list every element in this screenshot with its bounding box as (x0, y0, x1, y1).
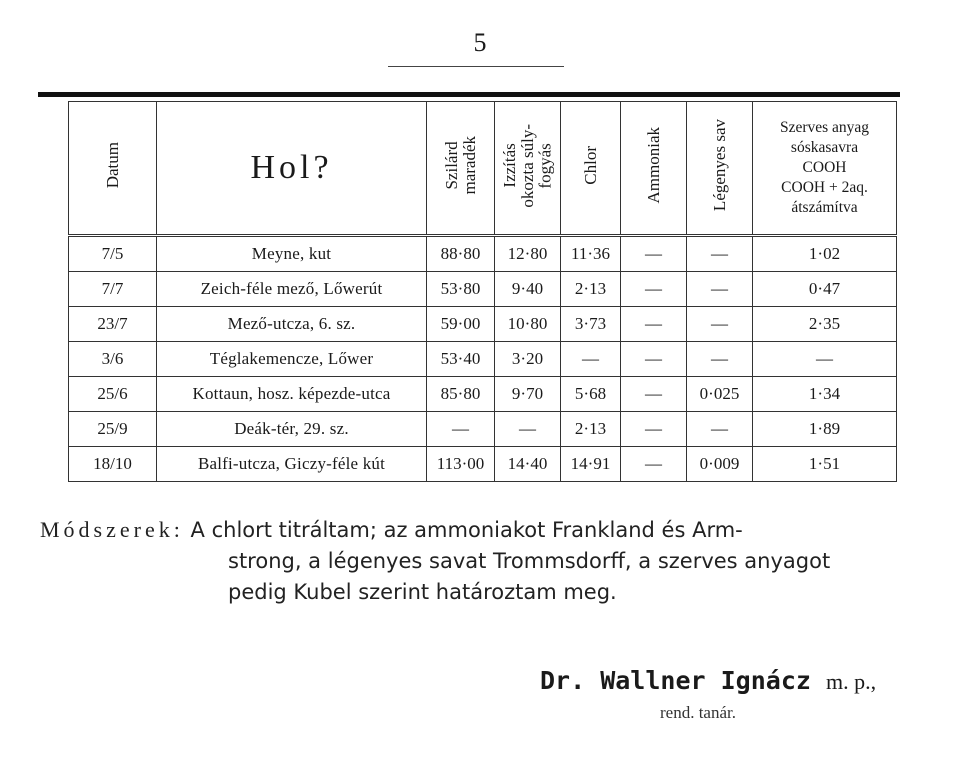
cell-datum: 23/7 (69, 307, 157, 342)
table-row (69, 342, 897, 377)
cell-szerves: 0·47 (753, 272, 897, 307)
cell-legenyes: — (687, 307, 753, 342)
cell-izzitas: 9·70 (495, 377, 561, 412)
cell-szerves: 1·34 (753, 377, 897, 412)
cell-ammoniak: — (621, 272, 687, 307)
cell-chlor: 2·13 (561, 272, 621, 307)
methods-label: Módszerek: (40, 517, 184, 542)
page-number: 5 (473, 28, 487, 57)
cell-legenyes: — (687, 342, 753, 377)
cell-chlor: 2·13 (561, 412, 621, 447)
cell-legenyes: 0·009 (687, 447, 753, 482)
cell-izzitas: 12·80 (495, 236, 561, 272)
cell-chlor: — (561, 342, 621, 377)
table-row (69, 377, 897, 412)
cell-legenyes: — (687, 236, 753, 272)
cell-szilard: 53·40 (427, 342, 495, 377)
table-row (69, 307, 897, 342)
cell-izzitas: 9·40 (495, 272, 561, 307)
cell-izzitas: 10·80 (495, 307, 561, 342)
cell-hol: Mező-utcza, 6. sz. (157, 307, 427, 342)
cell-hol: Deák-tér, 29. sz. (157, 412, 427, 447)
table-row (69, 412, 897, 447)
cell-ammoniak: — (621, 307, 687, 342)
cell-szerves: 2·35 (753, 307, 897, 342)
cell-hol: Balfi-utcza, Giczy-féle kút (157, 447, 427, 482)
cell-hol: Zeich-féle mező, Lőwerút (157, 272, 427, 307)
header-szilard: Szilárd maradék (427, 102, 495, 236)
cell-szerves: 1·51 (753, 447, 897, 482)
cell-izzitas: — (495, 412, 561, 447)
header-ammoniak: Ammoniak (621, 102, 687, 236)
cell-ammoniak: — (621, 412, 687, 447)
cell-szilard: 53·80 (427, 272, 495, 307)
cell-datum: 3/6 (69, 342, 157, 377)
cell-datum: 25/6 (69, 377, 157, 412)
page-number-rule (388, 66, 564, 67)
cell-izzitas: 14·40 (495, 447, 561, 482)
cell-ammoniak: — (621, 447, 687, 482)
methods-line-3: pedig Kubel szerint határoztam meg. (228, 580, 617, 604)
cell-legenyes: — (687, 412, 753, 447)
cell-datum: 18/10 (69, 447, 157, 482)
cell-szerves: 1·89 (753, 412, 897, 447)
cell-izzitas: 3·20 (495, 342, 561, 377)
cell-datum: 25/9 (69, 412, 157, 447)
cell-chlor: 5·68 (561, 377, 621, 412)
table-top-rule (38, 92, 900, 97)
cell-ammoniak: — (621, 342, 687, 377)
table-row (69, 236, 897, 272)
signature-title: rend. tanár. (660, 703, 736, 722)
cell-datum: 7/7 (69, 272, 157, 307)
methods-text-1: A chlort titráltam; az ammoniakot Frankland és Arm- (190, 518, 743, 542)
cell-szerves: 1·02 (753, 236, 897, 272)
cell-chlor: 3·73 (561, 307, 621, 342)
cell-legenyes: 0·025 (687, 377, 753, 412)
table-row (69, 447, 897, 482)
cell-ammoniak: — (621, 377, 687, 412)
cell-szilard: 88·80 (427, 236, 495, 272)
cell-hol: Kottaun, hosz. képezde-utca (157, 377, 427, 412)
table-header-row (69, 102, 897, 236)
methods-line-1 (40, 514, 930, 546)
cell-szilard: 85·80 (427, 377, 495, 412)
cell-szerves: — (753, 342, 897, 377)
cell-szilard: 113·00 (427, 447, 495, 482)
cell-chlor: 11·36 (561, 236, 621, 272)
cell-szilard: 59·00 (427, 307, 495, 342)
table-row (69, 272, 897, 307)
signature (540, 666, 876, 695)
header-szerves: Szerves anyag sóskasavra COOH COOH + 2aq. átszámítva (753, 102, 897, 236)
cell-ammoniak: — (621, 236, 687, 272)
header-chlor: Chlor (561, 102, 621, 236)
cell-hol: Meyne, kut (157, 236, 427, 272)
header-hol: Hol? (157, 102, 427, 236)
header-legenyes: Légenyes sav (687, 102, 753, 236)
signature-name: Dr. Wallner Ignácz (540, 666, 811, 695)
water-analysis-table (68, 101, 897, 482)
methods-paragraph (40, 514, 930, 608)
signature-suffix: m. p., (826, 669, 877, 694)
cell-hol: Téglakemencze, Lőwer (157, 342, 427, 377)
cell-datum: 7/5 (69, 236, 157, 272)
header-izzitas: Izzítás okozta súly- fogyás (495, 102, 561, 236)
cell-chlor: 14·91 (561, 447, 621, 482)
methods-line-2: strong, a légenyes savat Trommsdorff, a szerves anyagot (228, 549, 831, 573)
header-datum: Datum (69, 102, 157, 236)
cell-szilard: — (427, 412, 495, 447)
cell-legenyes: — (687, 272, 753, 307)
